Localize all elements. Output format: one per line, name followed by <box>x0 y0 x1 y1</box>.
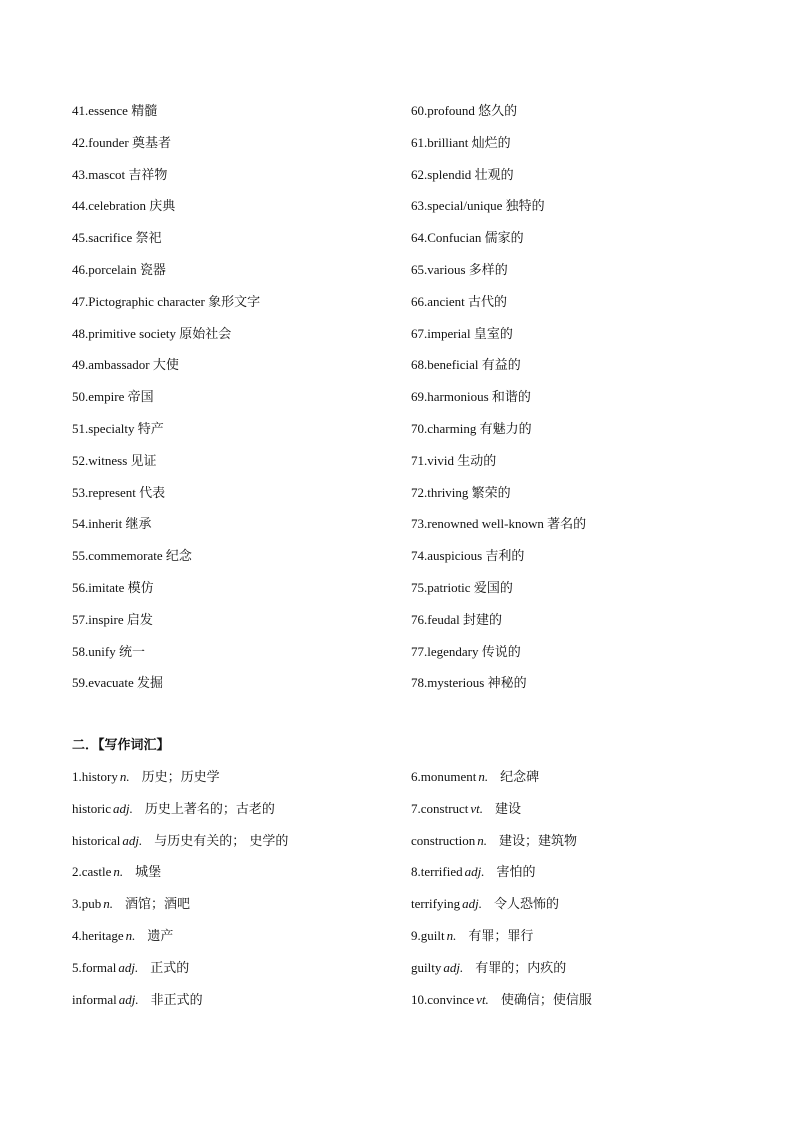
writing-vocab-item: 4.heritage n. 遗产 <box>72 927 174 944</box>
vocab-list-left <box>72 101 260 705</box>
vocab-item: 69.harmonious 和谐的 <box>411 389 531 406</box>
vocab-item: 44.celebration 庆典 <box>72 198 176 215</box>
writing-vocab-item: construction n. 建设；建筑物 <box>411 832 578 849</box>
vocab-item: 48.primitive society 原始社会 <box>72 325 232 342</box>
writing-vocab-item: 8.terrified adj. 害怕的 <box>411 864 536 881</box>
vocab-item: 66.ancient 古代的 <box>411 293 508 310</box>
writing-vocab-item: 10.convince vt. 使确信；使信服 <box>411 991 592 1008</box>
vocab-item: 78.mysterious 神秘的 <box>411 675 527 692</box>
vocab-item: 53.represent 代表 <box>72 484 166 501</box>
writing-vocab-left <box>72 767 288 1021</box>
vocab-item: 41.essence 精髓 <box>72 103 158 119</box>
vocab-item: 46.porcelain 瓷器 <box>72 261 166 278</box>
vocab-item: 55.commemorate 纪念 <box>72 548 192 565</box>
writing-vocab-item: 2.castle n. 城堡 <box>72 864 162 881</box>
writing-vocab-item: 5.formal adj. 正式的 <box>72 959 190 976</box>
writing-vocab-item: 3.pub n. 酒馆；酒吧 <box>72 896 191 913</box>
vocab-item: 75.patriotic 爱国的 <box>411 579 513 596</box>
vocab-item: 61.brilliant 灿烂的 <box>411 134 511 151</box>
writing-vocab-item: 9.guilt n. 有罪；罪行 <box>411 927 534 944</box>
vocab-item: 52.witness 见证 <box>72 452 157 469</box>
vocab-item: 54.inherit 继承 <box>72 516 152 533</box>
vocab-item: 56.imitate 模仿 <box>72 579 154 596</box>
vocab-item: 42.founder 奠基者 <box>72 134 171 151</box>
writing-vocab-item: 6.monument n. 纪念碑 <box>411 769 540 785</box>
vocab-item: 49.ambassador 大使 <box>72 357 179 374</box>
writing-vocab-item: historic adj. 历史上著名的；古老的 <box>72 800 275 817</box>
writing-vocab-right <box>411 767 592 1021</box>
writing-vocab-item: informal adj. 非正式的 <box>72 991 203 1008</box>
vocab-item: 70.charming 有魅力的 <box>411 420 532 437</box>
vocab-item: 45.sacrifice 祭祀 <box>72 230 162 247</box>
section-title: 二．【写作词汇】 <box>72 738 170 753</box>
vocab-item: 68.beneficial 有益的 <box>411 357 521 374</box>
vocab-item: 65.various 多样的 <box>411 261 508 278</box>
vocab-item: 43.mascot 吉祥物 <box>72 166 168 183</box>
writing-vocab-item: terrifying adj. 令人恐怖的 <box>411 896 559 913</box>
vocab-item: 74.auspicious 吉利的 <box>411 548 525 565</box>
vocab-item: 57.inspire 启发 <box>72 611 153 628</box>
vocab-item: 63.special/unique 独特的 <box>411 198 545 215</box>
vocab-list-right <box>411 101 586 705</box>
vocab-item: 72.thriving 繁荣的 <box>411 484 511 501</box>
vocab-item: 71.vivid 生动的 <box>411 452 497 469</box>
vocab-item: 50.empire 帝国 <box>72 389 154 406</box>
vocab-item: 77.legendary 传说的 <box>411 643 521 660</box>
writing-vocab-item: guilty adj. 有罪的；内疚的 <box>411 959 567 976</box>
vocab-item: 67.imperial 皇室的 <box>411 325 513 342</box>
writing-vocab-item: 1.history n. 历史；历史学 <box>72 769 220 785</box>
vocab-item: 47.Pictographic character 象形文字 <box>72 293 261 310</box>
vocab-item: 64.Confucian 儒家的 <box>411 230 524 247</box>
vocab-item: 59.evacuate 发掘 <box>72 675 163 692</box>
vocab-item: 76.feudal 封建的 <box>411 611 502 628</box>
writing-vocab-item: 7.construct vt. 建设 <box>411 800 522 817</box>
vocab-item: 51.specialty 特产 <box>72 420 164 437</box>
vocab-item: 58.unify 统一 <box>72 643 145 660</box>
vocab-item: 62.splendid 壮观的 <box>411 166 514 183</box>
writing-vocab-item: historical adj. 与历史有关的； 史学的 <box>72 832 289 849</box>
vocab-item: 73.renowned well-known 著名的 <box>411 516 587 533</box>
vocab-item: 60.profound 悠久的 <box>411 103 518 119</box>
